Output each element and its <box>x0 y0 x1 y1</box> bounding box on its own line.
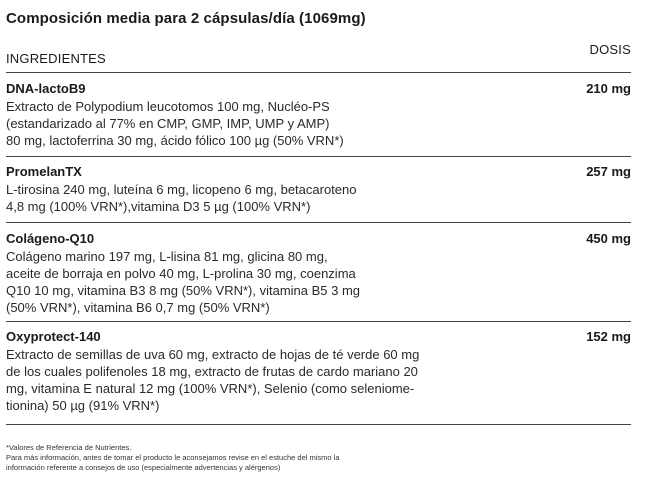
description-line: tionina) 50 µg (91% VRN*) <box>6 398 160 413</box>
description-line: Extracto de semillas de uva 60 mg, extracto de hojas de té verde 60 mg <box>6 347 420 362</box>
ingredient-description <box>6 346 476 414</box>
header-divider <box>6 72 631 73</box>
row-divider <box>6 321 631 322</box>
footnote-line: Para más información, antes de tomar el producto le aconsejamos revise en el estuche del mismo la <box>6 453 340 462</box>
table-row <box>6 328 631 414</box>
table-row <box>6 230 631 316</box>
row-divider <box>6 424 631 425</box>
description-line: de los cuales polifenoles 18 mg, extracto de frutas de cardo mariano 20 <box>6 364 418 379</box>
ingredient-dose: 257 mg <box>586 164 631 179</box>
table-row <box>6 80 631 149</box>
description-line: Colágeno marino 197 mg, L-lisina 81 mg, glicina 80 mg, <box>6 249 328 264</box>
row-divider <box>6 222 631 223</box>
footnote-line: *Valores de Referencia de Nutrientes. <box>6 443 132 452</box>
ingredient-description <box>6 98 476 149</box>
ingredient-description <box>6 248 476 316</box>
footnote <box>6 443 426 473</box>
dose-column-header: DOSIS <box>589 42 631 57</box>
ingredient-name: PromelanTX <box>6 164 82 179</box>
description-line: 4,8 mg (100% VRN*),vitamina D3 5 µg (100% VRN*) <box>6 199 311 214</box>
ingredient-dose: 450 mg <box>586 231 631 246</box>
description-line: L-tirosina 240 mg, luteína 6 mg, licopeno 6 mg, betacaroteno <box>6 182 357 197</box>
ingredient-name: Oxyprotect-140 <box>6 329 101 344</box>
ingredient-dose: 210 mg <box>586 81 631 96</box>
ingredient-name: Colágeno-Q10 <box>6 231 95 246</box>
table-row <box>6 163 631 215</box>
footnote-line: información referente a consejos de uso (especialmente advertencias y alérgenos) <box>6 463 281 472</box>
description-line: aceite de borraja en polvo 40 mg, L-prolina 30 mg, coenzima <box>6 266 356 281</box>
description-line: (50% VRN*), vitamina B6 0,7 mg (50% VRN*) <box>6 300 270 315</box>
ingredient-name: DNA-lactoB9 <box>6 81 86 96</box>
row-divider <box>6 156 631 157</box>
page-title: Composición media para 2 cápsulas/día (1069mg) <box>6 10 366 27</box>
description-line: Q10 10 mg, vitamina B3 8 mg (50% VRN*), vitamina B5 3 mg <box>6 283 361 298</box>
ingredient-dose: 152 mg <box>586 329 631 344</box>
ingredient-description <box>6 181 476 215</box>
description-line: (estandarizado al 77% en CMP, GMP, IMP, UMP y AMP) <box>6 116 330 131</box>
description-line: mg, vitamina E natural 12 mg (100% VRN*), Selenio (como seleniome- <box>6 381 415 396</box>
table-header <box>6 42 631 70</box>
description-line: Extracto de Polypodium leucotomos 100 mg, Nucléo-PS <box>6 99 330 114</box>
ingredients-column-header: INGREDIENTES <box>6 51 106 66</box>
description-line: 80 mg, lactoferrina 30 mg, ácido fólico 100 µg (50% VRN*) <box>6 133 344 148</box>
